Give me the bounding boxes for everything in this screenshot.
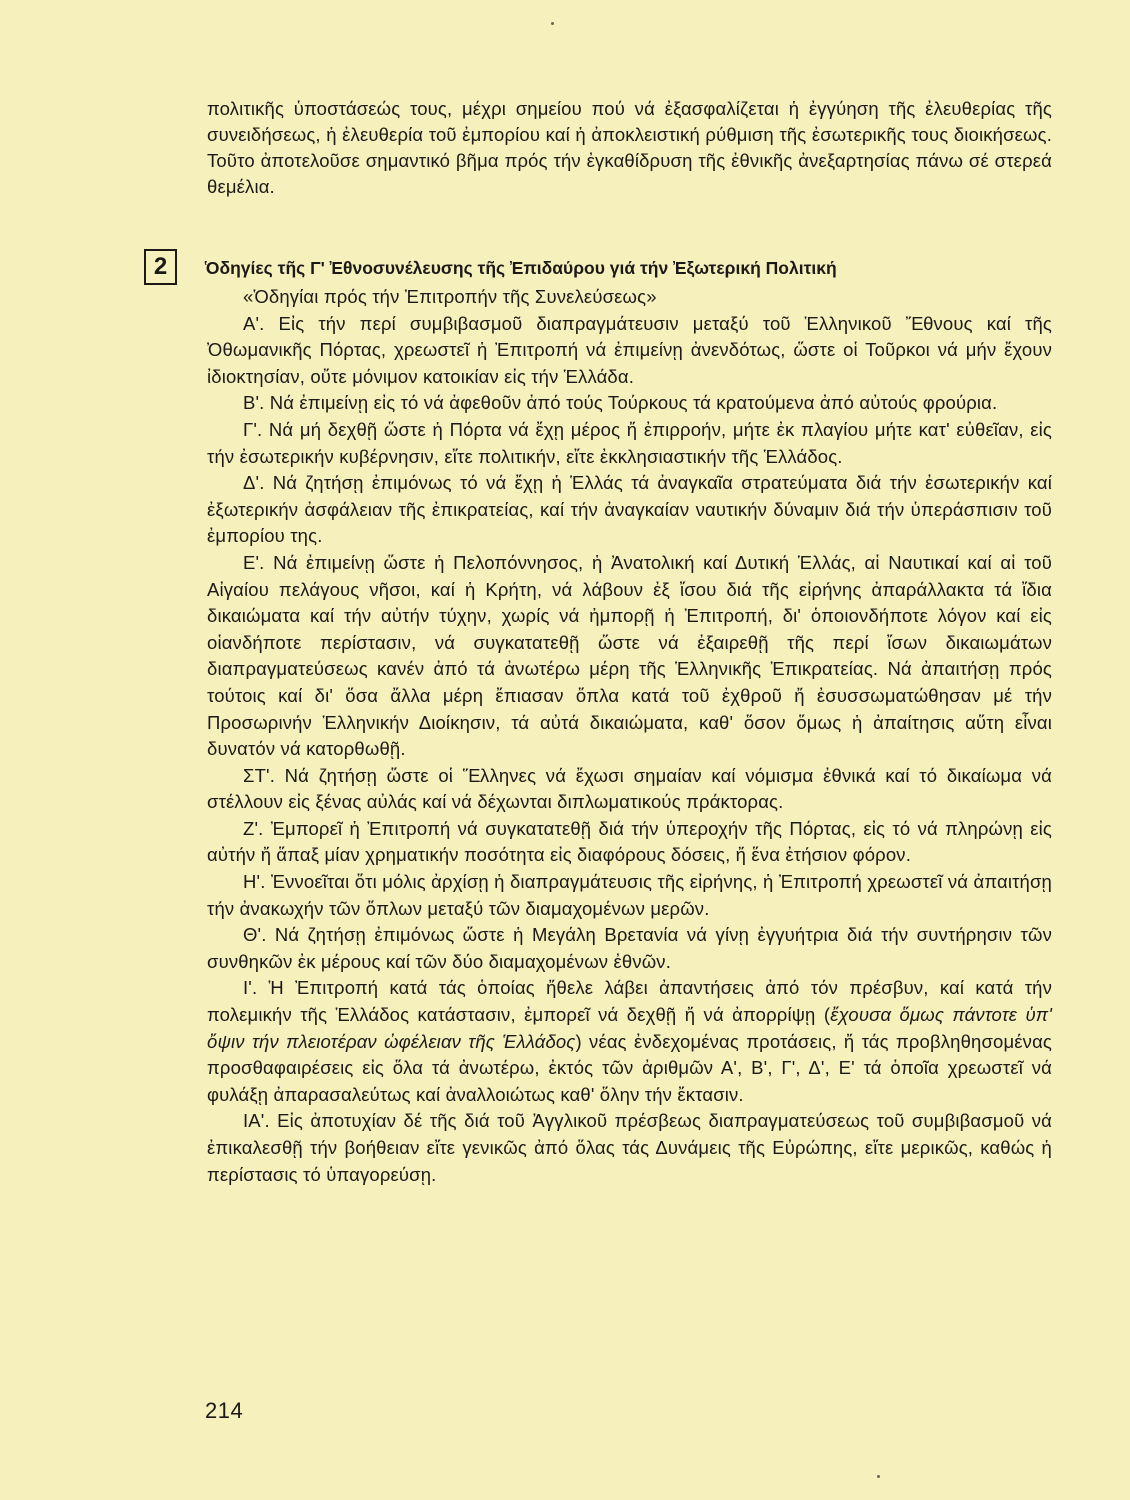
instruction-st: ΣΤ'. Νά ζητήσῃ ὥστε οἱ Ἕλληνες νά ἔχωσι σημαίαν καί νόμισμα ἐθνικά καί τό δικαίωμα νά στέλλουν εἰς ξένας αὐλάς καί νά δέχωνται διπλωματικούς πράκτορας. (207, 764, 1052, 813)
instruction-th: Θ'. Νά ζητήσῃ ἐπιμόνως ὥστε ἡ Μεγάλη Βρετανία νά γίνῃ ἐγγυήτρια διά τήν συντήρησιν τῶν συνθηκῶν ἐκ μέρους καί τῶν δύο διαμαχομένων ἐθνῶν. (207, 924, 1052, 972)
speck-mark (877, 1475, 880, 1478)
speck-mark (551, 22, 554, 25)
instruction-h: Η'. Ἐννοεῖται ὅτι μόλις ἀρχίσῃ ἡ διαπραγμάτευσις τῆς εἰρήνης, ἡ Ἐπιτροπή χρεωστεῖ νά ἀπαιτήσῃ τήν ἀνακωχήν τῶν ὅπλων μεταξύ τῶν διαμαχομένων μερῶν. (207, 871, 1052, 919)
instructions-body (207, 284, 1052, 1188)
instruction-d: Δ'. Νά ζητήσῃ ἐπιμόνως τό νά ἔχῃ ἡ Ἑλλάς τά ἀναγκαῖα στρατεύματα διά τήν ἐσωτερικήν καί ἐξωτερικήν ἀσφάλειαν τῆς ἐπικρατείας, καί τήν ἀναγκαίαν ναυτικήν δύναμιν διά τήν ὑπεράσπισιν τοῦ ἐμπορίου της. (207, 472, 1052, 547)
instruction-z: Ζ'. Ἐμπορεῖ ἡ Ἐπιτροπή νά συγκατατεθῇ διά τήν ὑπεροχήν τῆς Πόρτας, εἰς τό νά πληρώνῃ εἰς αὐτήν ἤ ἅπαξ μίαν χρηματικήν ποσότητα εἰς διαφόρους δόσεις, ἤ ἕνα ἐτήσιον φόρον. (207, 817, 1052, 866)
instruction-ia: ΙΑ'. Εἰς ἀποτυχίαν δέ τῆς διά τοῦ Ἀγγλικοῦ πρέσβεως διαπραγματεύσεως τοῦ συμβιβασμοῦ νά ἐπικαλεσθῇ τήν βοήθειαν εἴτε γενικῶς ἀπό ὅλας τάς Δυνάμεις τῆς Εὐρώπης, εἴτε μερικῶς, καθώς ἡ περίστασις τό ὑπαγορεύσῃ. (207, 1110, 1052, 1185)
section-heading: Ὁδηγίες τῆς Γ' Ἐθνοσυνέλευσης τῆς Ἐπιδαύρου γιά τήν Ἐξωτερική Πολιτική (205, 258, 837, 278)
instruction-i-part1: Ι'. Ἡ Ἐπιτροπή κατά τάς ὁποίας ἤθελε λάβει ἀπαντήσεις ἀπό τόν πρέσβυν, καί κατά τήν πολεμικήν τῆς Ἑλλάδος κατάστασιν, ἐμπορεῖ νά δεχθῇ ἤ νά ἀπορρίψῃ ( (207, 977, 1052, 1026)
instruction-i-part2: ) νέας ἐνδεχομένας προτάσεις, ἤ τάς προβληθησομένας προσθαφαιρέσεις εἰς ὅλα τά ἀνωτέρω, ἐκτός τῶν ἀριθμῶν Α', Β', Γ', Δ', Ε' τά ὁποῖα χρεωστεῖ νά φυλάξῃ ἀπαρασαλεύτως καί ἀναλλοιώτως καθ' ὅλην τήν ἔκτασιν. (207, 1030, 1052, 1105)
instruction-a: Α'. Εἰς τήν περί συμβιβασμοῦ διαπραγμάτευσιν μεταξύ τοῦ Ἑλληνικοῦ Ἔθνους καί τῆς Ὀθωμανικῆς Πόρτας, χρεωστεῖ ἡ Ἐπιτροπή νά ἐπιμείνῃ ἀνενδότως, ὥστε οἱ Τοῦρκοι νά μήν ἔχουν ἰδιοκτησίαν, οὔτε μόνιμον κατοικίαν εἰς τήν Ἑλλάδα. (207, 312, 1052, 387)
intro-paragraph (207, 96, 1052, 200)
quote-title: «Ὁδηγίαι πρός τήν Ἐπιτροπήν τῆς Συνελεύσεως» (243, 286, 657, 307)
instruction-i-emphasis: ἔχουσα ὅμως πάντοτε ὑπ' ὄψιν τήν πλειοτέραν ὠφέλειαν τῆς Ἑλλάδος (207, 1004, 1052, 1052)
instruction-i (207, 975, 1052, 1108)
intro-text: πολιτικῆς ὑποστάσεώς τους, μέχρι σημείου πού νά ἐξασφαλίζεται ἡ ἐγγύηση τῆς ἐλευθερίας τῆς συνειδήσεως, ἡ ἐλευθερία τοῦ ἐμπορίου καί ἡ ἀποκλειστική ρύθμιση τῆς ἐσωτερικῆς τους διοικήσεως. Τοῦτο ἀποτελοῦσε σημαντικό βῆμα πρός τήν ἐγκαθίδρυση τῆς ἐθνικῆς ἀνεξαρτησίας πάνω σέ στερεά θεμέλια. (207, 98, 1052, 197)
section-number-box: 2 (144, 249, 177, 285)
instruction-c: Γ'. Νά μή δεχθῇ ὥστε ἡ Πόρτα νά ἔχῃ μέρος ἤ ἐπιρροήν, μήτε ἐκ πλαγίου μήτε κατ' εὐθεῖαν, εἰς τήν ἐσωτερικήν κυβέρνησιν, εἴτε πολιτικήν, εἴτε ἐκκλησιαστικήν τῆς Ἑλλάδος. (207, 418, 1052, 467)
page-number: 214 (205, 1398, 244, 1423)
instruction-e: Ε'. Νά ἐπιμείνῃ ὥστε ἡ Πελοπόννησος, ἡ Ἀνατολική καί Δυτική Ἑλλάς, αἱ Ναυτικαί καί αἱ τοῦ Αἰγαίου πελάγους νῆσοι, καί ἡ Κρήτη, νά λάβουν ἐξ ἴσου διά τῆς εἰρήνης ἀπαράλλακτα τά ἴδια δικαιώματα καί τήν αὐτήν τύχην, χωρίς νά ἠμπορῇ ἡ Ἐπιτροπή, δι' ὁποιονδήποτε λόγον καί εἰς οἱανδήποτε περίστασιν, νά συγκατατεθῇ ὥστε νά ἐξαιρεθῇ τῆς περί ἴσων δικαιωμάτων διαπραγματεύσεως κανέν ἀπό τά ἀνωτέρω μέρη τῆς Ἑλληνικῆς Ἐπικρατείας. Νά ἀπαιτήσῃ πρός τούτοις καί δι' ὅσα ἄλλα μέρη ἔπιασαν ὅπλα κατά τοῦ ἐχθροῦ ἤ ἐσυσσωματώθησαν μέ τήν Προσωρινήν Ἑλληνικήν Διοίκησιν, τά αὐτά δικαιώματα, καθ' ὅσον ὅμως ἡ ἀπαίτησις αὕτη εἶναι δυνατόν νά κατορθωθῇ. (207, 551, 1052, 760)
instruction-b: Β'. Νά ἐπιμείνῃ εἰς τό νά ἀφεθοῦν ἀπό τούς Τούρκους τά κρατούμενα ἀπό αὐτούς φρούρια. (243, 392, 998, 414)
